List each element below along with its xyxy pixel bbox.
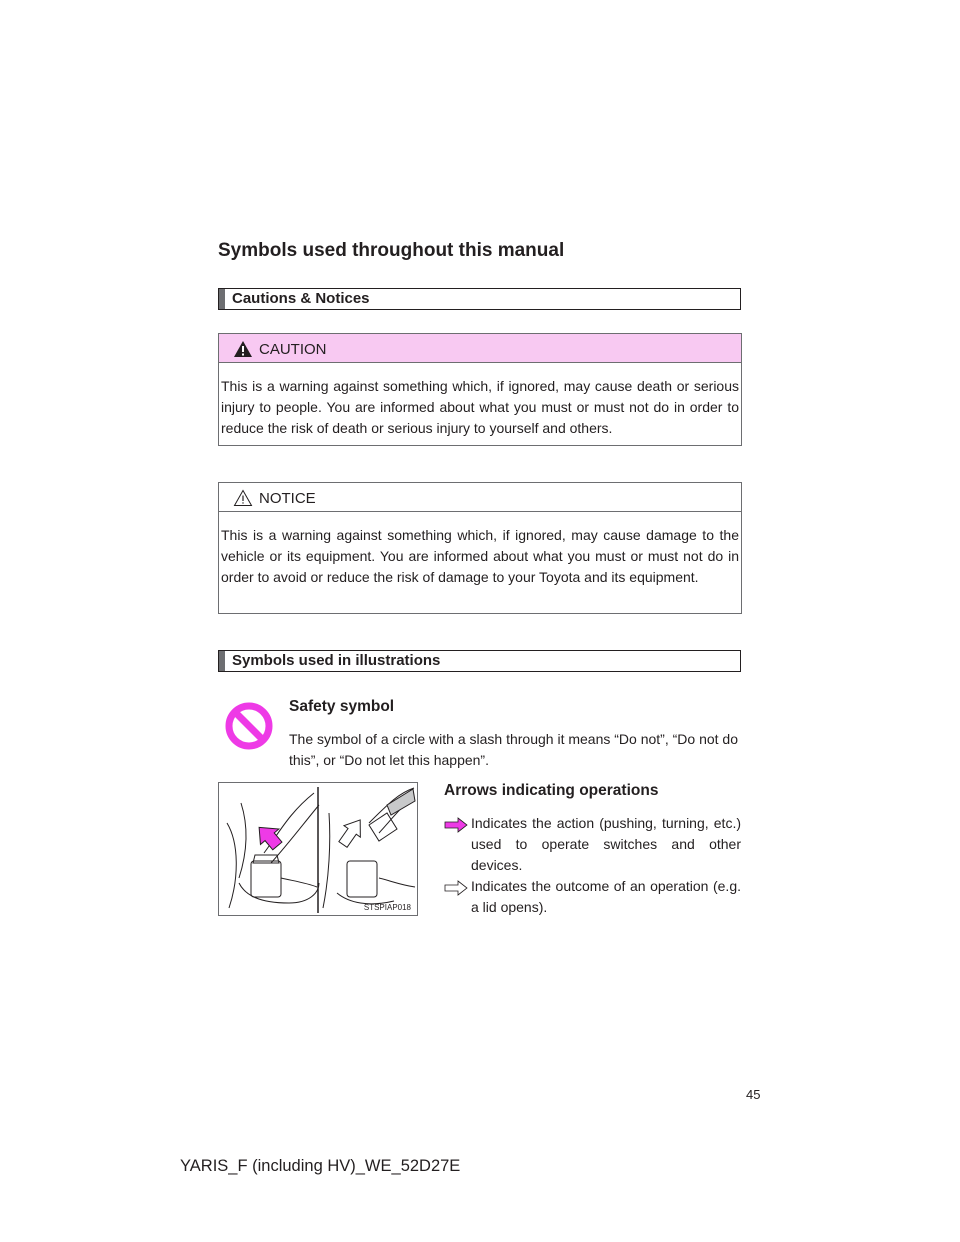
outcome-arrow-text: Indicates the outcome of an operation (e.g. a lid opens). [471,878,741,915]
outcome-arrow-icon [444,880,468,896]
seatbelt-illustration [218,782,418,916]
section-illustrations [218,650,741,672]
prohibition-icon [224,701,274,751]
action-arrow-icon [444,817,468,833]
warning-triangle-outline-icon [233,489,253,507]
safety-symbol-text: The symbol of a circle with a slash through it means “Do not”, “Do not do this”, or “Do not let this happen”. [289,731,738,768]
section-cautions-notices [218,288,741,310]
page-heading: Symbols used throughout this manual [218,240,565,261]
caution-header [219,334,741,363]
page-number: 45 [746,1087,761,1102]
notice-box [218,482,742,614]
section-tab [219,651,225,671]
notice-text: This is a warning against something which, if ignored, may cause damage to the vehicle or its equipment. You are informed about what you must or must not do in order to avoid or reduce the risk of damage to your Toyota and its equipment. [221,527,739,585]
seatbelt-buckle-drawing [219,783,417,915]
arrows-heading: Arrows indicating operations [444,782,659,799]
notice-title: NOTICE [259,490,316,507]
safety-symbol-heading: Safety symbol [289,698,395,715]
section-label: Symbols used in illustrations [232,652,441,669]
caution-box [218,333,742,446]
illustration-code: STSPIAP018 [363,903,411,912]
section-tab [219,289,225,309]
action-arrow-text: Indicates the action (pushing, turning, etc.) used to operate switches and other devices. [471,815,741,873]
warning-triangle-filled-icon [233,340,253,358]
caution-title: CAUTION [259,341,327,358]
notice-header [219,483,741,512]
caution-text: This is a warning against something which, if ignored, may cause death or serious injury to people. You are informed about what you must or must not do in order to reduce the risk of death or serious injury to yourself and others. [221,378,739,436]
footer-model-code: YARIS_F (including HV)_WE_52D27E [180,1157,461,1175]
section-label: Cautions & Notices [232,290,370,307]
